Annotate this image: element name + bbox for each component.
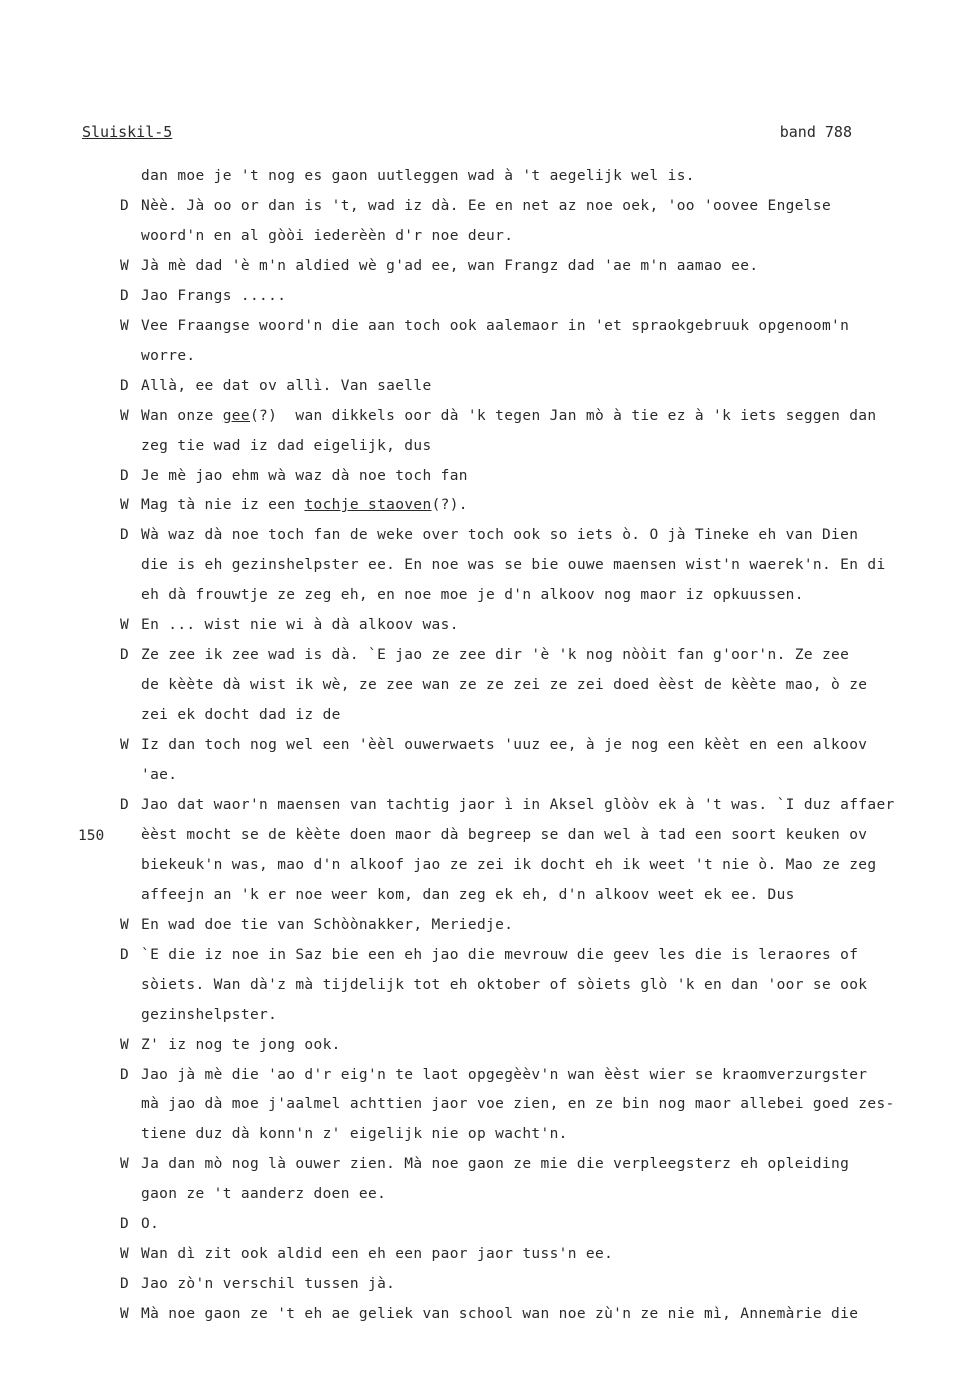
line-text: worre.	[141, 347, 196, 364]
speaker-label: W	[120, 916, 130, 933]
line-text: Jà mè dad 'è m'n aldied wè g'ad ee, wan Frangz dad 'ae m'n aamao ee.	[141, 257, 759, 274]
line-text: zeg tie wad iz dad eigelijk, dus	[141, 437, 432, 454]
line-text: gezinshelpster.	[141, 1006, 278, 1023]
page-header	[82, 123, 852, 149]
speaker-label: W	[120, 617, 130, 634]
speaker-label: W	[120, 737, 130, 753]
line-text: sòiets. Wan dà'z mà tijdelijk tot eh oktober of sòiets glò 'k en dan 'oor se ook	[141, 976, 868, 993]
speaker-label: D	[120, 377, 130, 394]
speaker-label: W	[120, 407, 130, 424]
document-title: Sluiskil-5	[82, 123, 173, 141]
line-text: tiene duz dà konn'n z' eigelijk nie op wacht'n.	[141, 1126, 568, 1143]
line-text: En ... wist nie wi à dà alkoov was.	[141, 617, 459, 634]
speaker-label: W	[120, 1246, 130, 1263]
speaker-label: D	[120, 647, 130, 664]
line-text: Jao dat waor'n maensen van tachtig jaor ì in Aksel glòòv ek à 't was. `I duz affaer	[141, 796, 895, 813]
line-text: Je mè jao ehm wà waz dà noe toch fan	[141, 467, 468, 484]
line-text: Ja dan mò nog là ouwer zien. Mà noe gaon ze mie die verpleegsterz eh opleiding	[141, 1156, 850, 1173]
line-text: Jao zò'n verschil tussen jà.	[141, 1276, 396, 1293]
speaker-label: W	[120, 497, 130, 514]
speaker-label: D	[120, 287, 130, 304]
line-text: Vee Fraangse woord'n die aan toch ook aalemaor in 'et spraokgebruuk opgenoom'n	[141, 317, 850, 334]
speaker-label: W	[120, 1306, 130, 1323]
line-text: de kèète dà wist ik wè, ze zee wan ze ze zei ze zei doed èèst de kèète mao, ò ze	[141, 677, 868, 694]
underlined-word: gee	[222, 407, 250, 424]
line-text: Mà noe gaon ze 't eh ae geliek van school wan noe zù'n ze nie mì, Annemàrie die	[141, 1306, 859, 1323]
line-text: die is eh gezinshelpster ee. En noe was se bie ouwe maensen wist'n waerek'n. En di	[141, 557, 886, 574]
line-text: mà jao dà moe j'aalmel achttien jaor voe zien, en ze bin nog maor allebei goed zes-	[141, 1096, 895, 1113]
line-text: gaon ze 't aanderz doen ee.	[141, 1186, 387, 1203]
line-text: Wà waz dà noe toch fan de weke over toch ook so iets ò. O jà Tineke eh van Dien	[141, 527, 859, 544]
line-text: Z' iz nog te jong ook.	[141, 1036, 341, 1053]
speaker-label: D	[120, 467, 130, 484]
speaker-label: D	[120, 1216, 130, 1233]
line-text: affeejn an 'k er noe weer kom, dan zeg ek eh, d'n alkoov weet ek ee. Dus	[141, 886, 795, 903]
line-text: eh dà frouwtje ze zeg eh, en noe moe je d'n alkoov nog maor iz opkuussen.	[141, 587, 804, 604]
line-text: 'ae.	[141, 767, 178, 783]
line-text: zei ek docht dad iz de	[141, 707, 341, 724]
speaker-label: D	[120, 527, 130, 544]
line-text: O.	[141, 1216, 160, 1233]
speaker-label: W	[120, 257, 130, 274]
speaker-label: D	[120, 1276, 130, 1293]
line-text: Wan dì zit ook aldid een eh een paor jaor tuss'n ee.	[141, 1246, 614, 1263]
speaker-label: D	[120, 946, 130, 963]
speaker-label: D	[120, 1066, 130, 1083]
line-text: biekeuk'n was, mao d'n alkoof jao ze zei ik docht eh ik weet 't nie ò. Mao ze zeg	[141, 856, 877, 873]
speaker-label: D	[120, 796, 130, 813]
band-number: band 788	[779, 123, 852, 141]
line-number: 150	[78, 828, 105, 844]
underlined-word: tochje staoven	[304, 497, 432, 514]
line-text: èèst mocht se de kèète doen maor dà begreep se dan wel à tad een soort keuken ov	[141, 826, 868, 843]
line-text: dan moe je 't nog es gaon uutleggen wad à 't aegelijk wel is.	[141, 168, 695, 184]
speaker-label: W	[120, 1156, 130, 1173]
speaker-label: W	[120, 1036, 130, 1053]
line-text: Wan onze gee(?) wan dikkels oor dà 'k tegen Jan mò à tie ez à 'k iets seggen dan	[141, 407, 877, 424]
line-text: En wad doe tie van Schòònakker, Meriedje.	[141, 916, 514, 933]
speaker-label: D	[120, 197, 130, 214]
line-text: Iz dan toch nog wel een 'èèl ouwerwaets 'uuz ee, à je nog een kèèt en een alkoov	[141, 737, 868, 753]
line-text: Nèè. Jà oo or dan is 't, wad iz dà. Ee en net az noe oek, 'oo 'oovee Engelse	[141, 197, 832, 214]
line-text: Mag tà nie iz een tochje staoven(?).	[141, 497, 468, 514]
line-text: `E die iz noe in Saz bie een eh jao die mevrouw die geev les die is leraores of	[141, 946, 859, 963]
line-text: Ze zee ik zee wad is dà. `E jao ze zee dir 'è 'k nog nòòit fan g'oor'n. Ze zee	[141, 647, 850, 664]
line-text: Jao jà mè die 'ao d'r eig'n te laot opgegèèv'n wan èèst wier se kraomverzurgster	[141, 1066, 868, 1083]
line-text: woord'n en al gòòi iederèèn d'r noe deur.	[141, 227, 514, 244]
speaker-label: W	[120, 317, 130, 334]
line-text: Jao Frangs .....	[141, 287, 287, 304]
line-text: Allà, ee dat ov allì. Van saelle	[141, 377, 432, 394]
